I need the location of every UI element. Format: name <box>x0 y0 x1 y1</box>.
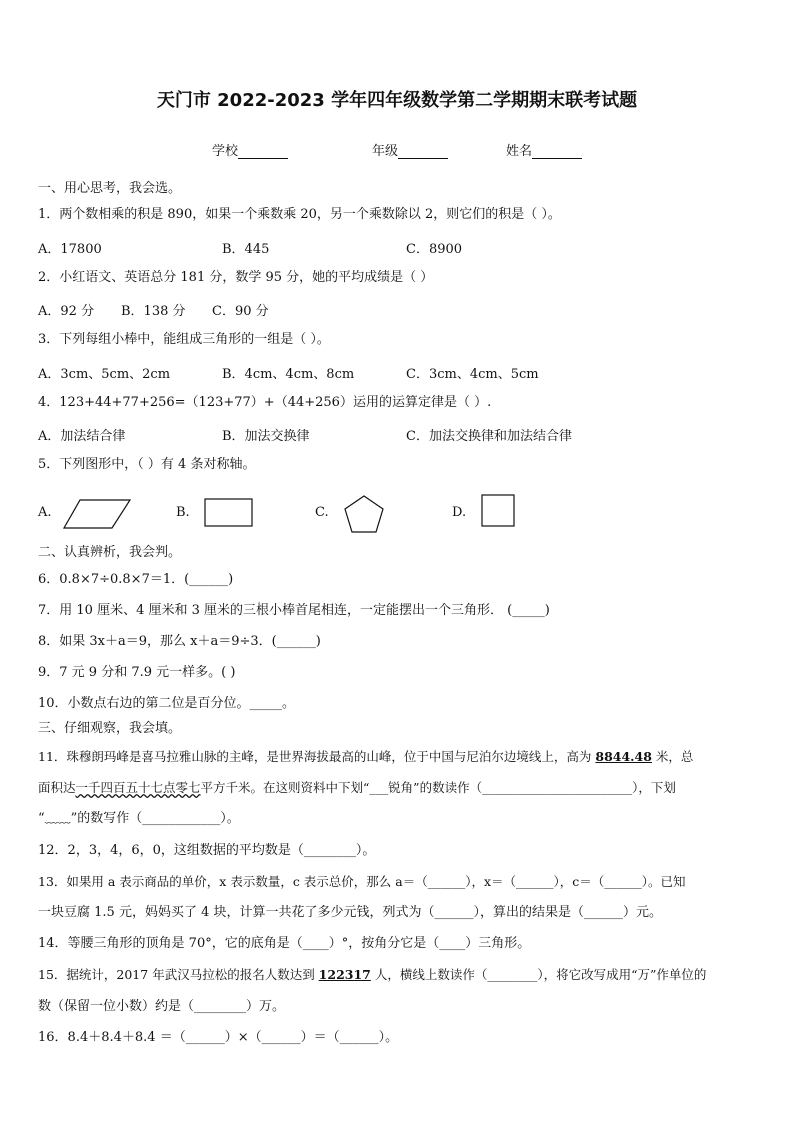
question-15-line-1: 15．据统计，2017 年武汉马拉松的报名人数达到 122317 人，横线上数读作（________），将它改写成用“万”作单位的 <box>38 967 707 982</box>
question-13-line-2: 一块豆腐 1.5 元，妈妈买了 4 块，计算一共花了多少元钱，列式为（______），算出的结果是（______）元。 <box>38 905 662 920</box>
grade-field[interactable] <box>372 140 448 159</box>
q4-option-c[interactable]: C．加法交换律和加法结合律 <box>406 429 572 444</box>
question-4: 4．123+44+77+256=（123+77）+（44+256）运用的运算定律是（ ）. <box>38 395 492 410</box>
underlined-number: 122317 <box>318 967 371 982</box>
q2-option-a[interactable]: A．92 分 <box>38 304 95 319</box>
question-2: 2．小红语文、英语总分 181 分，数学 95 分，她的平均成绩是（ ） <box>38 270 434 285</box>
question-6: 6．0.8×7÷0.8×7＝1．(______) <box>38 572 234 587</box>
question-11-line-2: 面积达一千四百五十七点零七平方千米。在这则资料中下划“___锐角”的数读作（________________________），下划 <box>38 780 676 795</box>
page-title: 天门市 2022-2023 学年四年级数学第二学期期末联考试题 <box>156 90 638 111</box>
question-12: 12．2，3，4，6，0，这组数据的平均数是（________）。 <box>38 843 376 858</box>
grade-label: 年级 <box>372 144 399 159</box>
name-label: 姓名 <box>506 144 533 159</box>
school-label: 学校 <box>212 144 239 159</box>
q3-option-a[interactable]: A．3cm、5cm、2cm <box>38 367 171 382</box>
question-11-line-1: 11．珠穆朗玛峰是喜马拉雅山脉的主峰，是世界海拔最高的山峰，位于中国与尼泊尔边境线上，高为 8844.48 米，总 <box>38 749 694 764</box>
section-2-heading: 二、认真辨析，我会判。 <box>38 545 182 560</box>
q3-option-c[interactable]: C．3cm、4cm、5cm <box>406 367 539 382</box>
q1-option-b[interactable]: B．445 <box>222 242 270 257</box>
question-11-line-3: “﹏﹏”的数写作（____________）。 <box>38 811 240 826</box>
question-8: 8．如果 3x＋a＝9，那么 x＋a＝9÷3．(______) <box>38 634 321 649</box>
question-1: 1．两个数相乘的积是 890，如果一个乘数乘 20，另一个乘数除以 2，则它们的积是（ ）。 <box>38 207 561 222</box>
question-13-line-1: 13．如果用 a 表示商品的单价，x 表示数量，c 表示总价，那么 a＝（______），x＝（______），c＝（______）。已知 <box>38 874 686 889</box>
school-field[interactable] <box>212 140 288 159</box>
section-1-heading: 一、用心思考，我会选。 <box>38 181 182 196</box>
pentagon-shape <box>343 494 385 534</box>
q5-option-c[interactable]: C. <box>315 505 329 520</box>
q4-option-b[interactable]: B．加法交换律 <box>222 429 310 444</box>
question-16: 16．8.4＋8.4＋8.4 ＝（______）×（______）＝（______）。 <box>38 1030 399 1045</box>
question-14: 14．等腰三角形的顶角是 70°，它的底角是（____）°，按角分它是（____）三角形。 <box>38 936 531 951</box>
question-7: 7．用 10 厘米、4 厘米和 3 厘米的三根小棒首尾相连，一定能摆出一个三角形． (_____) <box>38 603 550 618</box>
q5-option-b[interactable]: B. <box>176 505 190 520</box>
q1-option-a[interactable]: A．17800 <box>38 242 102 257</box>
question-15-line-2: 数（保留一位小数）约是（________）万。 <box>38 999 286 1014</box>
question-10: 10．小数点右边的第二位是百分位。_____。 <box>38 696 296 711</box>
q2-option-c[interactable]: C．90 分 <box>212 304 269 319</box>
section-3-heading: 三、仔细观察，我会填。 <box>38 721 182 736</box>
square-shape <box>481 494 517 528</box>
rectangle-shape <box>204 498 254 528</box>
name-field[interactable] <box>506 140 582 159</box>
q3-option-b[interactable]: B．4cm、4cm、8cm <box>222 367 355 382</box>
q4-option-a[interactable]: A．加法结合律 <box>38 429 126 444</box>
underlined-number: 8844.48 <box>595 749 652 764</box>
question-3: 3．下列每组小棒中，能组成三角形的一组是（ ）。 <box>38 332 330 347</box>
q1-option-c[interactable]: C．8900 <box>406 242 463 257</box>
q5-option-a[interactable]: A. <box>38 505 52 520</box>
q5-option-d[interactable]: D. <box>452 505 467 520</box>
wavy-underlined-text: 一千四百五十七点零七 <box>75 780 201 795</box>
question-5: 5．下列图形中，（ ）有 4 条对称轴。 <box>38 457 256 472</box>
parallelogram-shape <box>62 498 132 530</box>
question-9: 9．7 元 9 分和 7.9 元一样多。( ) <box>38 665 236 680</box>
q2-option-b[interactable]: B．138 分 <box>121 304 186 319</box>
